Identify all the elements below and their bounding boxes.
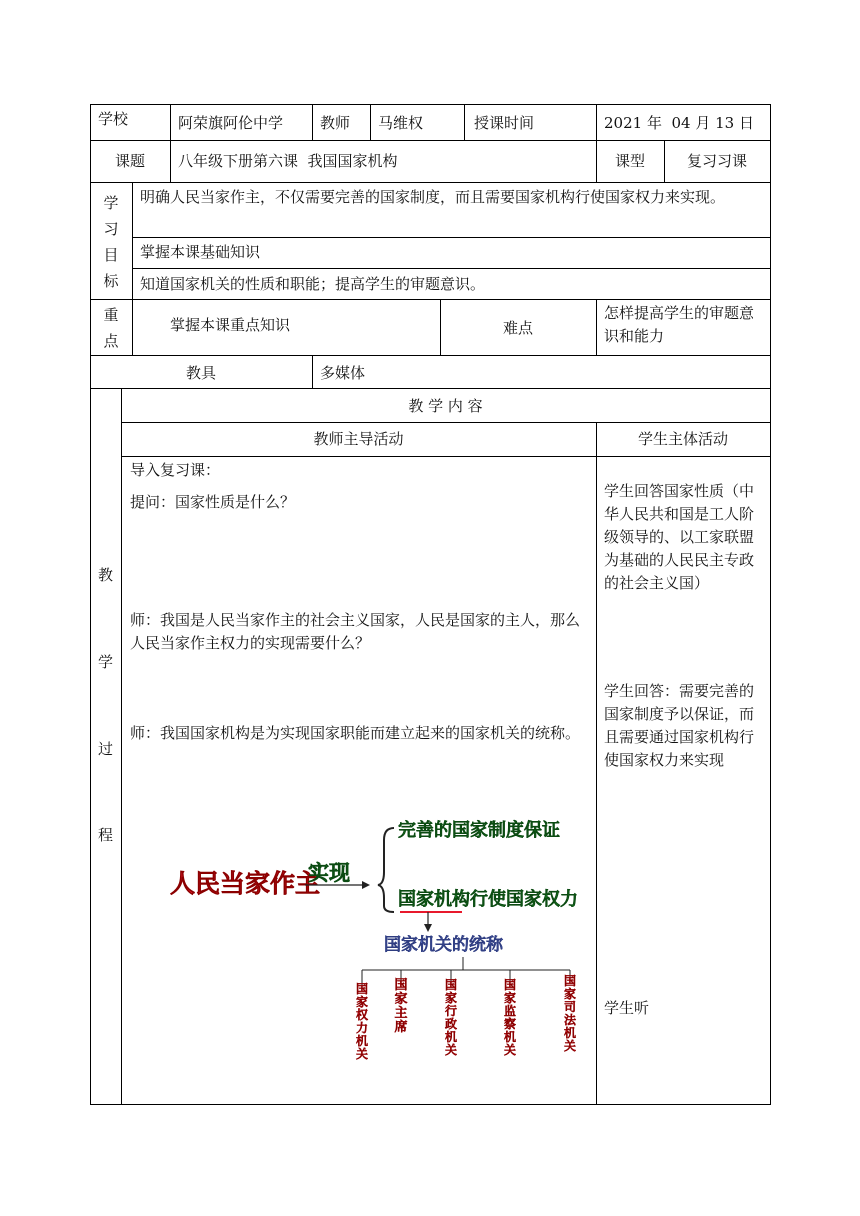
student-line: 学生回答：需要完善的国家制度予以保证，而且需要通过国家机构行使国家权力来实现 xyxy=(604,682,755,769)
student-line: 学生听 xyxy=(604,999,650,1017)
diagram-leaf: 国家权力机关 xyxy=(355,982,369,1061)
diagram-sub: 国家机关的统称 xyxy=(384,935,503,955)
teacher-col-title: 教师主导活动 xyxy=(313,430,404,448)
topic-value: 八年级下册第六课 我国国家机构 xyxy=(178,152,398,170)
difficult-value: 怎样提高学生的审题意识和能力 xyxy=(604,304,755,345)
process-label-char: 教 xyxy=(97,566,113,584)
teacher-line: 师：我国国家机构是为实现国家职能而建立起来的国家机关的统称。 xyxy=(130,724,581,742)
process-label-char: 学 xyxy=(97,653,113,671)
goals-label-char: 目 xyxy=(103,246,119,264)
diagram-main: 人民当家作主 xyxy=(170,869,321,898)
teacher-label: 教师 xyxy=(320,114,351,132)
time-label: 授课时间 xyxy=(474,114,535,132)
keypoints-label-char: 点 xyxy=(103,332,119,350)
type-label: 课型 xyxy=(614,152,645,170)
student-line: 学生回答国家性质（中华人民共和国是工人阶级领导的、以工家联盟为基础的人民民主专政的社会主义国） xyxy=(604,482,755,592)
goals-label-char: 标 xyxy=(103,272,119,290)
diagram-leaf: 国家主席 xyxy=(394,978,408,1035)
diagram-brace xyxy=(378,828,394,912)
diagram-arrow-label: 实现 xyxy=(308,861,350,885)
diagram-leaf: 国家行政机关 xyxy=(444,978,458,1057)
goals-label-char: 习 xyxy=(103,220,119,238)
keypoints-value: 掌握本课重点知识 xyxy=(170,316,291,334)
diagram-branch-top: 完善的国家制度保证 xyxy=(398,820,560,841)
topic-label: 课题 xyxy=(114,152,145,170)
goals-label-char: 学 xyxy=(103,194,119,212)
time-value: 2021 年 04 月 13 日 xyxy=(604,114,754,132)
diagram-arrow-head xyxy=(362,881,370,889)
goal-item: 掌握本课基础知识 xyxy=(140,243,261,261)
teacher-line: 导入复习课： xyxy=(130,461,221,479)
diagram-branch-bottom: 国家机构行使国家权力 xyxy=(398,889,578,910)
goal-item: 明确人民当家作主，不仅需要完善的国家制度，而且需要国家机构行使国家权力来实现。 xyxy=(140,188,726,206)
process-label-char: 过 xyxy=(97,740,113,758)
school-value: 阿荣旗阿伦中学 xyxy=(178,114,284,132)
keypoints-label-char: 重 xyxy=(103,306,119,324)
teacher-value: 马维权 xyxy=(378,114,424,132)
tools-value: 多媒体 xyxy=(320,364,366,382)
teacher-line: 师：我国是人民当家作主的社会主义国家，人民是国家的主人，那么人民当家作主权力的实现需要什么？ xyxy=(130,611,581,652)
school-label: 学校 xyxy=(98,110,129,128)
process-label-char: 程 xyxy=(97,826,113,844)
student-col-title: 学生主体活动 xyxy=(637,430,728,448)
difficult-label: 难点 xyxy=(502,319,533,337)
diagram-down-arrow xyxy=(424,924,432,932)
teacher-line: 提问：国家性质是什么？ xyxy=(130,493,296,511)
diagram-leaf: 国家司法机关 xyxy=(563,974,577,1053)
content-title: 教 学 内 容 xyxy=(408,397,483,415)
tools-label: 教具 xyxy=(185,364,216,382)
type-value: 复习习课 xyxy=(686,152,747,170)
diagram-leaf: 国家监察机关 xyxy=(503,978,517,1057)
goal-item: 知道国家机关的性质和职能；提高学生的审题意识。 xyxy=(140,275,486,293)
